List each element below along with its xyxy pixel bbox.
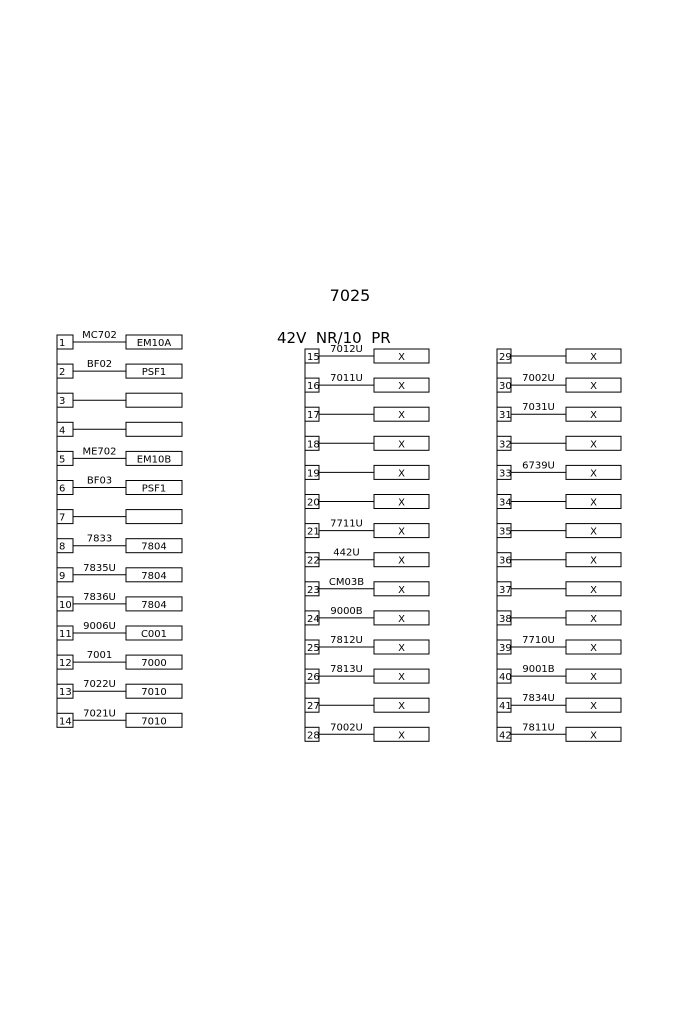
target-label: X	[398, 613, 405, 625]
terminal-row	[305, 373, 429, 392]
target-label: X	[590, 526, 597, 538]
terminal-row	[497, 582, 621, 596]
terminal-row	[305, 407, 429, 421]
terminal-number: 3	[59, 396, 66, 408]
wire-label: 7002U	[330, 722, 363, 734]
wire-label: 7002U	[522, 373, 555, 385]
target-box	[126, 422, 182, 436]
terminal-number: 38	[499, 613, 512, 625]
terminal-number: 30	[499, 381, 512, 393]
target-label: X	[590, 468, 597, 480]
wire-label: 9006U	[83, 621, 116, 632]
target-label: X	[398, 526, 405, 538]
terminal-number: 29	[499, 352, 512, 363]
terminal-row	[497, 524, 621, 538]
terminal-row	[57, 621, 182, 640]
terminal-row	[57, 422, 182, 436]
wire-label: 7022U	[83, 679, 116, 691]
terminal-row	[305, 698, 429, 712]
wire-label: 7833	[86, 533, 113, 545]
target-label: 7010	[141, 687, 167, 699]
terminal-row	[497, 553, 621, 567]
terminal-row	[305, 722, 429, 741]
terminal-number: 12	[59, 658, 72, 670]
target-label: X	[398, 555, 405, 567]
wire-label: 7011U	[330, 373, 363, 385]
target-label: X	[590, 701, 597, 713]
terminal-row	[57, 359, 182, 378]
terminal-row	[305, 495, 429, 509]
terminal-row	[57, 534, 182, 553]
terminal-number: 31	[499, 410, 512, 422]
target-label: X	[590, 352, 597, 363]
wire-label: 7021U	[83, 708, 116, 720]
target-label: X	[398, 701, 405, 713]
terminal-number: 25	[307, 643, 320, 654]
target-label: X	[398, 497, 405, 509]
target-label: X	[590, 730, 597, 742]
target-label: PSF1	[141, 367, 167, 379]
terminal-number: 33	[499, 468, 512, 480]
terminal-row	[57, 563, 182, 582]
terminal-number: 13	[59, 687, 72, 699]
wire-label: 9000B	[330, 605, 363, 617]
target-label: X	[398, 643, 405, 654]
target-label: X	[398, 672, 405, 684]
terminal-number: 26	[307, 672, 320, 684]
terminal-row	[497, 611, 621, 625]
terminal-row	[497, 349, 621, 363]
target-label: EM10B	[136, 454, 172, 466]
wire-label: ME702	[82, 446, 117, 458]
terminal-row	[305, 548, 429, 567]
terminal-number: 22	[307, 555, 320, 567]
terminal-number: 8	[59, 541, 66, 553]
wire-label: 6739U	[522, 460, 555, 472]
terminal-number: 23	[307, 584, 320, 596]
terminal-number: 16	[307, 381, 320, 393]
target-label: X	[590, 555, 597, 567]
target-label: X	[398, 730, 405, 742]
terminal-number: 17	[307, 410, 320, 422]
terminal-row	[57, 708, 182, 727]
target-label: C001	[140, 629, 168, 640]
terminal-row	[497, 402, 621, 421]
terminal-number: 5	[59, 454, 66, 466]
terminal-number: 37	[499, 584, 512, 596]
terminal-row	[57, 650, 182, 669]
wire-label: MC702	[82, 330, 117, 341]
terminal-number: 7	[59, 512, 66, 524]
wire-label: 7031U	[522, 402, 555, 414]
target-label: X	[590, 613, 597, 625]
terminal-number: 24	[307, 613, 320, 625]
target-label: 7804	[141, 599, 167, 611]
target-label: X	[398, 468, 405, 480]
terminal-number: 27	[307, 701, 320, 713]
terminal-number: 6	[59, 483, 66, 495]
terminal-number: 1	[59, 338, 66, 349]
wire-label: BF02	[86, 359, 113, 371]
wire-label: 7836U	[83, 591, 116, 603]
target-label: X	[590, 643, 597, 654]
wire-label: 7012U	[330, 344, 363, 355]
terminal-row	[305, 577, 429, 596]
target-label: X	[398, 584, 405, 596]
wire-label: 7711U	[330, 518, 363, 530]
terminal-row	[497, 436, 621, 450]
terminal-row	[305, 664, 429, 683]
terminal-row	[305, 606, 429, 625]
diagram-title: 7025	[329, 286, 371, 305]
target-label: 7000	[141, 658, 167, 670]
target-label: PSF1	[141, 483, 167, 495]
terminal-row	[497, 722, 621, 741]
target-label: X	[398, 352, 405, 363]
terminal-column-3	[497, 349, 621, 741]
terminal-number: 15	[307, 352, 320, 363]
wire-label: 7835U	[83, 562, 116, 574]
target-label: 7804	[141, 570, 167, 582]
terminal-number: 11	[59, 629, 72, 640]
target-label: EM10A	[136, 338, 172, 349]
terminal-row	[497, 693, 621, 712]
wire-label: 7813U	[330, 664, 363, 676]
terminal-number: 18	[307, 439, 320, 451]
terminal-number: 32	[499, 439, 512, 451]
terminal-row	[305, 635, 429, 654]
terminal-column-1	[57, 330, 182, 727]
diagram-subtitle: 42V NR/10 PR	[277, 329, 391, 347]
terminal-number: 36	[499, 555, 512, 567]
terminal-row	[57, 446, 182, 465]
wire-label: 7811U	[522, 722, 555, 734]
terminal-number: 4	[59, 425, 66, 437]
target-label: X	[398, 410, 405, 422]
target-label: X	[398, 381, 405, 393]
target-label: X	[590, 381, 597, 393]
wire-label: 7834U	[522, 693, 555, 705]
terminal-row	[57, 393, 182, 407]
terminal-number: 14	[59, 716, 72, 728]
target-label: X	[590, 497, 597, 509]
terminal-row	[57, 592, 182, 611]
target-label: X	[590, 439, 597, 451]
terminal-number: 28	[307, 730, 320, 742]
wire-label: CM03B	[328, 576, 365, 588]
target-label: 7804	[141, 541, 167, 553]
wire-label: 9001B	[522, 664, 555, 676]
terminal-row	[497, 635, 621, 654]
target-box	[126, 510, 182, 524]
terminal-number: 21	[307, 526, 320, 538]
terminal-number: 40	[499, 672, 512, 684]
terminal-number: 42	[499, 730, 512, 742]
terminal-row	[497, 664, 621, 683]
terminal-number: 19	[307, 468, 320, 480]
terminal-number: 2	[59, 367, 66, 379]
terminal-number: 34	[499, 497, 512, 509]
target-label: X	[398, 439, 405, 451]
wire-label: 442U	[333, 547, 360, 559]
terminal-row	[497, 495, 621, 509]
terminal-row	[305, 519, 429, 538]
target-label: X	[590, 410, 597, 422]
wire-label: 7001	[86, 650, 113, 662]
terminal-row	[57, 476, 182, 495]
terminal-number: 10	[59, 599, 72, 611]
terminal-number: 20	[307, 497, 320, 509]
terminal-number: 39	[499, 643, 512, 654]
terminal-number: 41	[499, 701, 512, 713]
terminal-number: 35	[499, 526, 512, 538]
target-label: X	[590, 672, 597, 684]
terminal-row	[305, 436, 429, 450]
target-box	[126, 393, 182, 407]
wire-label: BF03	[86, 475, 113, 487]
wire-label: 7812U	[330, 635, 363, 646]
wire-label: 7710U	[522, 635, 555, 646]
terminal-row	[497, 460, 621, 479]
terminal-number: 9	[59, 570, 66, 582]
target-label: X	[590, 584, 597, 596]
terminal-row	[305, 465, 429, 479]
terminal-row	[57, 330, 182, 349]
terminal-row	[57, 679, 182, 698]
terminal-row	[497, 373, 621, 392]
terminal-row	[57, 510, 182, 524]
target-label: 7010	[141, 716, 167, 728]
terminal-column-2	[305, 344, 429, 741]
